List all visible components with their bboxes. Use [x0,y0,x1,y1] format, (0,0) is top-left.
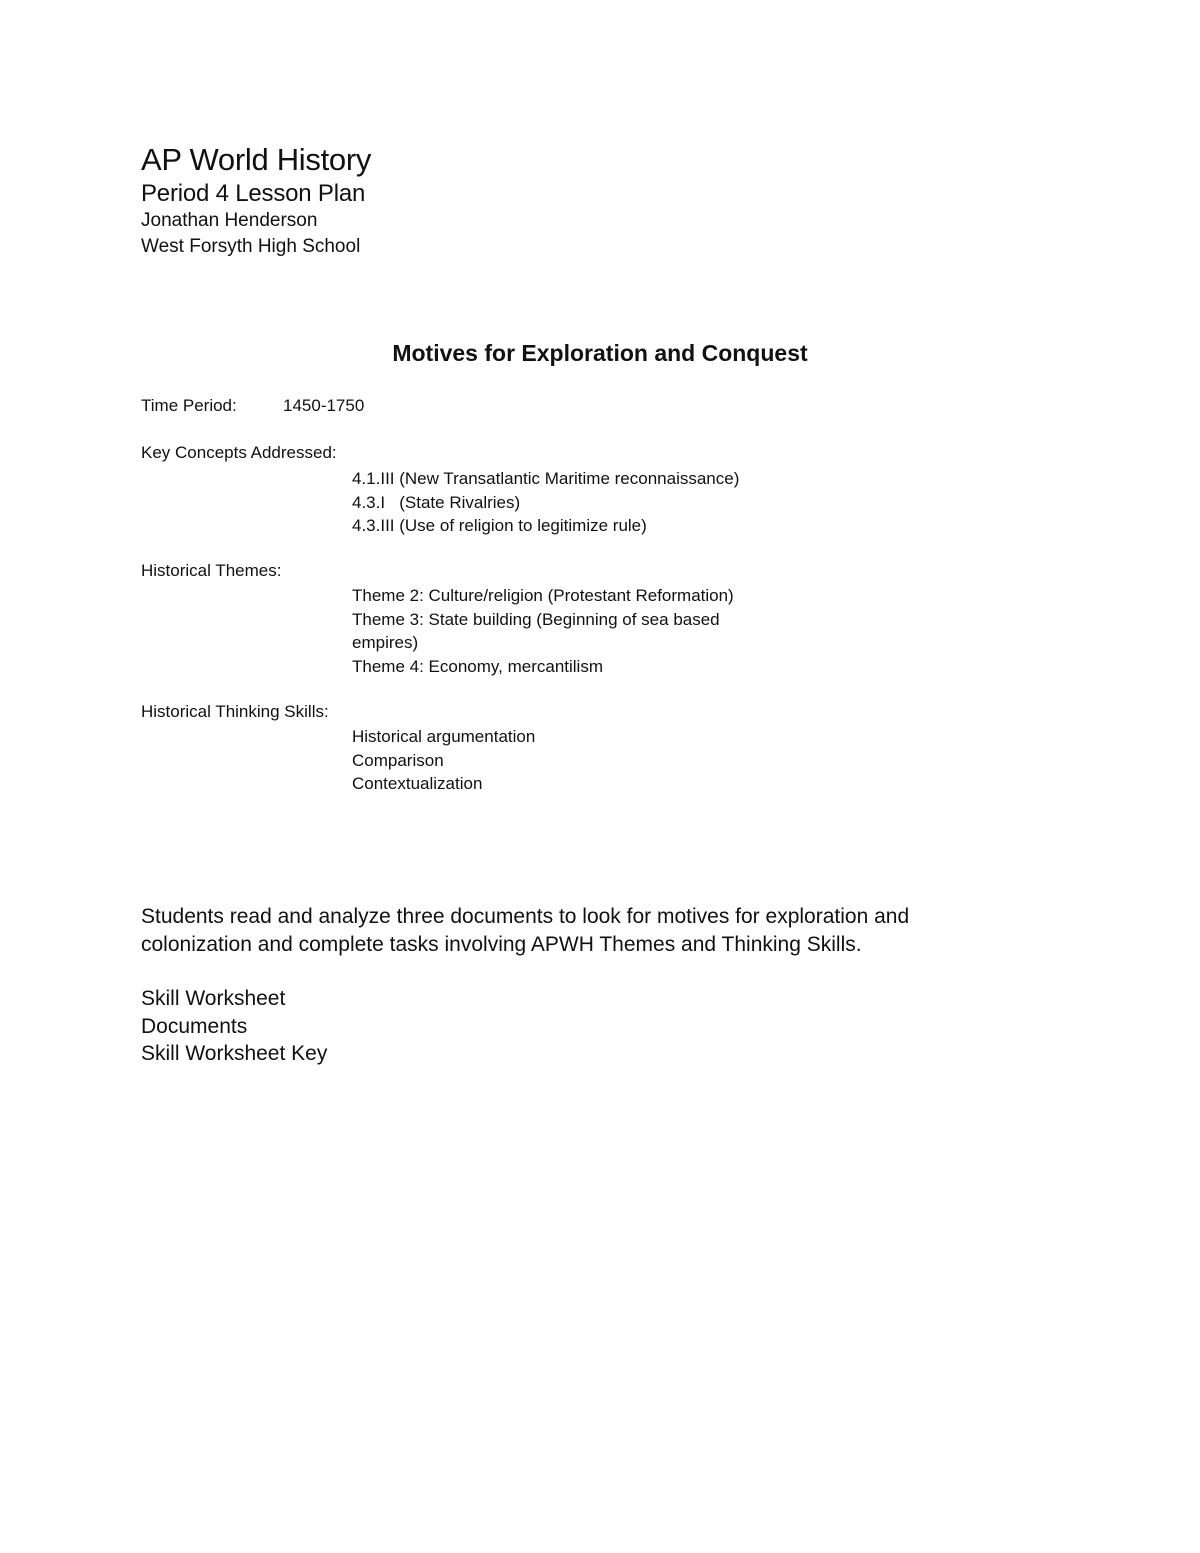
course-title: AP World History [141,142,372,177]
lesson-plan-subtitle: Period 4 Lesson Plan [141,180,366,207]
theme-item: Theme 4: Economy, mercantilism [352,656,603,676]
theme-item: Theme 3: State building (Beginning of sea based [352,609,720,629]
thinking-skill-item: Comparison [352,750,444,770]
lesson-title: Motives for Exploration and Conquest [392,340,808,366]
time-period-value: 1450-1750 [283,396,365,415]
resource-list [141,985,327,1068]
thinking-skill-item: Contextualization [352,774,483,793]
resource-link-skill-worksheet[interactable]: Skill Worksheet [141,987,286,1010]
key-concept-item: 4.3.I (State Rivalries) [352,492,521,512]
themes-label: Historical Themes: [141,561,282,580]
resource-link-worksheet-key[interactable]: Skill Worksheet Key [141,1042,328,1065]
time-period-label: Time Period: [141,396,237,415]
thinking-skills-list [352,725,535,796]
thinking-skill-item: Historical argumentation [352,727,536,746]
author-name: Jonathan Henderson [141,210,318,231]
resource-link-documents[interactable]: Documents [141,1014,248,1038]
themes-list [352,584,734,678]
theme-item-continued: empires) [352,633,419,652]
key-concepts-list [352,467,739,538]
theme-item: Theme 2: Culture/religion (Protestant Reformation) [352,586,734,605]
summary-line: colonization and complete tasks involving APWH Themes and Thinking Skills. [141,932,862,956]
thinking-skills-label: Historical Thinking Skills: [141,702,329,721]
summary-line: Students read and analyze three documents to look for motives for exploration and [141,905,910,928]
key-concept-item: 4.1.III (New Transatlantic Maritime reconnaissance) [352,469,740,488]
lesson-summary [141,903,1041,958]
school-name: West Forsyth High School [141,236,361,257]
key-concepts-label: Key Concepts Addressed: [141,443,337,462]
key-concept-item: 4.3.III (Use of religion to legitimize rule) [352,516,647,535]
